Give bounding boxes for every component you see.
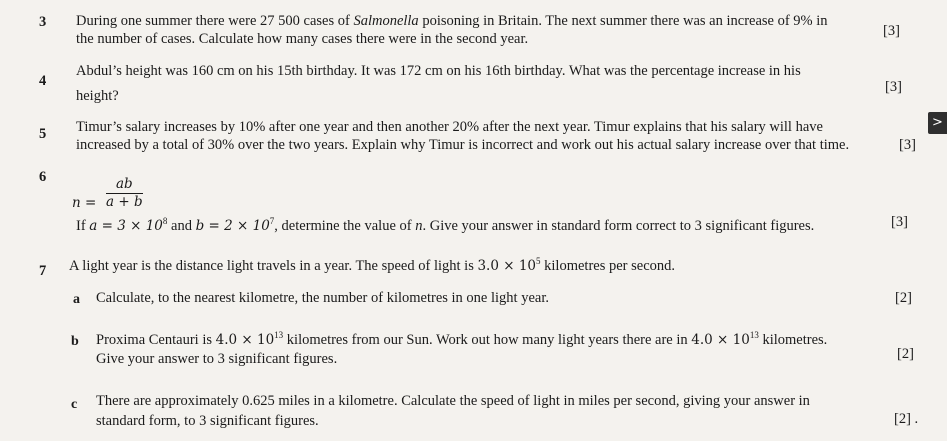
question-6-text: If $a = 3 \times 10^8$ and $b = 2 \times 10^7$, determine the value of n. Give your answer in standard form correct to 3 significant figures. [76,216,815,234]
question-3-italic-term: Salmonella [353,13,419,29]
question-3-text-line2: the number of cases. Calculate how many cases there were in the second year. [76,31,529,47]
question-4-marks: [3] [885,79,902,95]
question-7a-marks: [2] [895,290,912,306]
question-7c-label: c [71,397,78,412]
chevron-right-icon[interactable]: > [928,112,947,134]
question-4-text-line2: height? [76,88,119,104]
question-6-number: 6 [39,169,47,185]
question-5-marks: [3] [899,137,916,153]
question-7b-text-line2: Give your answer to 3 significant figures. [96,351,338,367]
question-5-text-line2: increased by a total of 30% over the two years. Explain why Timur is incorrect and work out his actual salary increase over that time. [76,137,850,153]
question-6-fraction-numerator: ab [106,176,143,194]
question-6-marks: [3] [891,214,908,230]
question-7a-text: Calculate, to the nearest kilometre, the number of kilometres in one light year. [96,290,549,306]
question-4-number: 4 [39,73,47,89]
question-7a-label: a [73,292,80,307]
question-5-text-line1: Timur’s salary increases by 10% after one year and then another 20% after the next year. Timur explains that his salary will have [76,119,823,135]
question-3-number: 3 [39,14,47,30]
question-6-fraction [106,176,143,211]
question-7-intro: A light year is the distance light travels in a year. The speed of light is $3.0 \times 10^5$ kilometres per second. [69,256,676,274]
question-7c-text-line1: There are approximately 0.625 miles in a kilometre. Calculate the speed of light in miles per second, giving your answer in [96,393,810,409]
question-7b-marks: [2] [897,346,914,362]
question-7-number: 7 [39,263,47,279]
question-7c-marks: [2] . [894,411,919,427]
question-3-marks: [3] [883,23,900,39]
question-5-number: 5 [39,126,47,142]
question-6-formula-lhs: n = [72,195,97,211]
question-7b-text-line1: Proxima Centauri is $4.0 \times 10^{13}$ kilometres from our Sun. Work out how many light years there are in $4.0 \times 10^{13}$ kilometres. [96,330,828,348]
question-7b-label: b [71,334,79,349]
question-4-text-line1: Abdul’s height was 160 cm on his 15th birthday. It was 172 cm on his 16th birthday. What was the percentage increase in his [76,63,801,79]
question-6-fraction-denominator: a + b [106,194,143,210]
question-3-text-line1: During one summer there were 27 500 cases of Salmonella poisoning in Britain. The next summer there was an increase of 9% in [76,13,828,29]
question-7c-text-line2: standard form, to 3 significant figures. [96,413,319,429]
